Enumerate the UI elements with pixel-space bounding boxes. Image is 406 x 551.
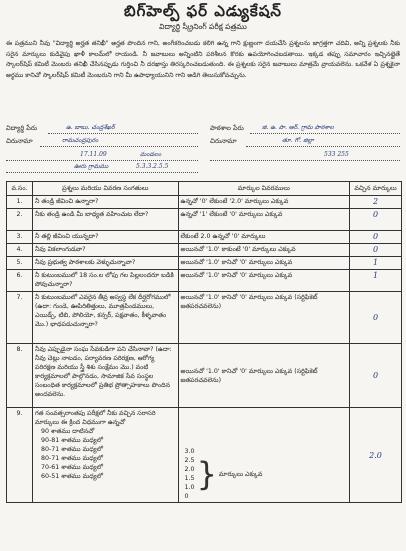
address2-label: చిరునామా: [210, 137, 237, 145]
address-label: చిరునామా: [6, 137, 33, 145]
row-marks-details: ఉన్నచో '1' లేకుంటే '0' మార్కులు ఎక్కువ: [178, 209, 350, 231]
marks-label: మార్కులు ఎక్కువ: [218, 470, 263, 478]
table-row: [7, 209, 402, 231]
percentage-item: 80-71 శాతము మధ్యలో: [40, 446, 103, 453]
student-name-value: ఉ. బాబు. చంద్రశేఖర్: [66, 124, 115, 131]
row-score[interactable]: 0: [350, 209, 402, 231]
table-row: [7, 292, 402, 344]
row-marks-details: అయినచో '1.0' కానిచో '0' మార్కులు ఎక్కువ (సర్టిఫికెట్ జతపరచవలెను): [178, 292, 350, 344]
address2-value: తూ. గో. జిల్లా: [282, 137, 314, 144]
row-score[interactable]: 0: [350, 231, 402, 244]
table-row: [7, 196, 402, 209]
percentage-list: [41, 427, 176, 481]
marks-scale: [181, 447, 348, 501]
address-value: రామచంద్రపురం: [62, 137, 99, 144]
screening-table: [6, 181, 402, 503]
marks-value: 1.0: [184, 484, 195, 491]
place-value: మండలం: [140, 151, 162, 158]
row-question: [32, 408, 178, 503]
school-name-value: జి. ఉ. పా. ఆర్. గ్రామ పాఠశాల: [262, 124, 334, 131]
row-number: 4.: [7, 244, 33, 257]
table-row: [7, 257, 402, 270]
percentage-item: 90-81 శాతము మధ్యలో: [40, 437, 103, 444]
row-marks-details: లేకుంటే 2.0 ఉన్నచో '0' మార్కులు: [178, 231, 350, 244]
table-row: [7, 244, 402, 257]
row-score[interactable]: 1: [350, 270, 402, 292]
row-marks-details: అయినచో '1.0' కానిచో '0' మార్కులు ఎక్కువ (సర్టిఫికెట్ జతపరచవలెను): [178, 344, 350, 408]
row-score[interactable]: 0: [350, 344, 402, 408]
row-question: నీ కుటుంబములో 18 సం.ల లోపు గల పిల్లలందరూ బడికి పోవుచున్నారా?: [32, 270, 178, 292]
marks-value: 0: [184, 493, 189, 500]
col-header-score: వచ్చిన మార్కులు: [350, 182, 402, 196]
marks-value: 1.5: [184, 475, 195, 482]
row-marks-details: అయినచో '1.0' కానిచో '0' మార్కులు ఎక్కువ: [178, 270, 350, 292]
student-name-row: [6, 124, 37, 134]
student-name-line: [48, 133, 198, 134]
row-number: 2.: [7, 209, 33, 231]
row-number: 1.: [7, 196, 33, 209]
instructions-paragraph: ఈ పత్రముని నీవు "విద్యార్థి అర్హత తనిఖీ" అర్హత పొందిన గాని, అంగీకరించబడు కలిగి ఉన్న గాని క్షుణ్ణంగా దయచేసి ప్రశ్నలను జాగ్రత్తగా చదివి, అన్ని ప్రశ్నలకు నీకు సరైన మార్కులు కుడివైపు ఖాళీ కాలమ్‌లో రాయండి. నీ జవాబులు అన్నింటిని పరిశీలన కొరకు ఉపయోగించబడతాయి. ఇక్కడ తప్పు సమాచారం ఇచ్చినట్లైతే స్కాలర్‌షిప్ కమిటీ మెంబరు తనిఖీ చేసినప్పుడు గుర్తించి నీ దరఖాస్తు తిరస్కరించబడుతుంది. ఈ ప్రశ్నలకు సరైన జవాబులు మాత్రమే వ్రాయవలెను. ఒకవేళ ఏ ప్రశ్నకైనా అర్థము కానిచో స్కాలర్‌షిప్ కమిటీ మెంబరుని గాని మీ ఉపాధ్యాయునిని గాని అడిగి తెలుసుకోవచ్చును.: [6, 40, 400, 79]
row-question: నీ తల్లి జీవించి యున్నదా?: [32, 231, 178, 244]
row-question: నీవు ఎప్పుడైనా సంఘ సేవకుడిగా పని చేసినావా? (ఉదా: నీవు చెట్లు నాటడం, పర్యావరణ పరిరక్షణ, ఆరోగ్య పరిరక్షణ మరియు స్త్రీ శిశు సంక్షేమం మొ.) వంటి కార్యక్రమాలలో పాల్గొనడం, సామాజిక సేవ సంస్థల సంబంధిత కార్యక్రమాలలో ప్రతిభ ప్రోత్సాహకాలు పొందిన అందవలెను.: [32, 344, 178, 408]
table-row: [7, 408, 402, 503]
row-number: 7.: [7, 292, 33, 344]
percentage-item: 70-61 శాతము మధ్యలో: [40, 464, 103, 471]
col-header-question: ప్రశ్నలు మరియు వివరణ సంగతులు: [32, 182, 178, 196]
row-question: నీవు వికలాంగుడవా?: [32, 244, 178, 257]
date-value: 17.11.09: [80, 151, 107, 158]
address-line: [40, 146, 198, 147]
school-name-line: [250, 133, 400, 134]
table-row: [7, 270, 402, 292]
row-number: 6.: [7, 270, 33, 292]
percentage-item: 60-51 శాతము మధ్యలో: [40, 473, 103, 480]
table-row: [7, 344, 402, 408]
col-header-serial: వ.సం.: [7, 182, 33, 196]
row-score[interactable]: 1: [350, 257, 402, 270]
marks-value: 3.0: [184, 448, 195, 455]
form-title: బిగ్‌హెల్ప్ ఫర్ ఎడ్యుకేషన్: [124, 2, 282, 20]
marks-value: 2.0: [184, 466, 195, 473]
col-header-marks-details: మార్కుల వివరములు: [178, 182, 350, 196]
row-score[interactable]: 0: [350, 292, 402, 344]
row-question: నీవు ప్రభుత్వ పాఠశాలకు వెళ్ళుచున్నావా?: [32, 257, 178, 270]
row3-line-left: [6, 160, 198, 161]
percentage-item: 90 శాతము దాటినచో: [40, 428, 95, 435]
row-question: నీ కుటుంబములో ఎవరైన తీవ్ర అస్వస్థ లేక దీర్ఘరోగములో (ఉదా: గుండె, ఊపిరితిత్తులు, మూత్రపిండములు, ఎయిడ్స్, టిబి, పోలియో, కన్సర్, పక్షవాతం, కీళ్ళవాతం మొ.) భాధపడుచున్నారా?: [32, 292, 178, 344]
row-number: 5.: [7, 257, 33, 270]
school-name-label: పాఠశాల పేరు: [210, 124, 244, 132]
row-score[interactable]: 2.0: [350, 408, 402, 503]
table-header-row: [7, 182, 402, 196]
row-question-text: గత సంవత్సరాంతపు పరీక్షలో నీకు వచ్చిన సరాసరి మార్కులు ఈ క్రింద విధముగా ఉన్నచో: [34, 410, 156, 426]
marks-value: 2.5: [184, 457, 195, 464]
table-row: [7, 231, 402, 244]
row3-line-right: [210, 160, 400, 161]
row-marks-details: ఉన్నచో '0' లేకుంటే '2.0' మార్కులు ఎక్కువ: [178, 196, 350, 209]
right-brace-icon: }: [196, 455, 217, 493]
marks-values: [185, 447, 195, 501]
row-marks-details: [178, 408, 350, 503]
percentage-item: 80-71 శాతము మధ్యలో: [40, 455, 103, 462]
pin-value: 533 255: [324, 151, 349, 158]
student-name-label: విద్యార్థి పేరు: [6, 124, 38, 132]
row-question: నీకు తండ్రి ఉండి మీ బాధ్యత వహించుట లేదా?: [32, 209, 178, 231]
row-number: 3.: [7, 231, 33, 244]
phone-value: 5.3.3.2.5.5: [136, 163, 169, 170]
row-number: 8.: [7, 344, 33, 408]
form-subtitle: విద్యార్థి స్క్రీనింగ్ పరీక్ష పత్రము: [159, 22, 247, 31]
row4-line: [6, 172, 198, 173]
row-question: నీ తండ్రి జీవించి ఉన్నారా?: [32, 196, 178, 209]
village-value: ఊరు గ్రామము: [74, 163, 109, 170]
row-marks-details: అయినచో '1.0' కానిచో '0' మార్కులు ఎక్కువ: [178, 257, 350, 270]
row-number: 9.: [7, 408, 33, 503]
address2-line: [246, 146, 400, 147]
row-marks-details: అయినచో '1.0' కాకుంటే '0' మార్కులు ఎక్కువ: [178, 244, 350, 257]
row-score[interactable]: 2: [350, 196, 402, 209]
row-score[interactable]: 0: [350, 244, 402, 257]
